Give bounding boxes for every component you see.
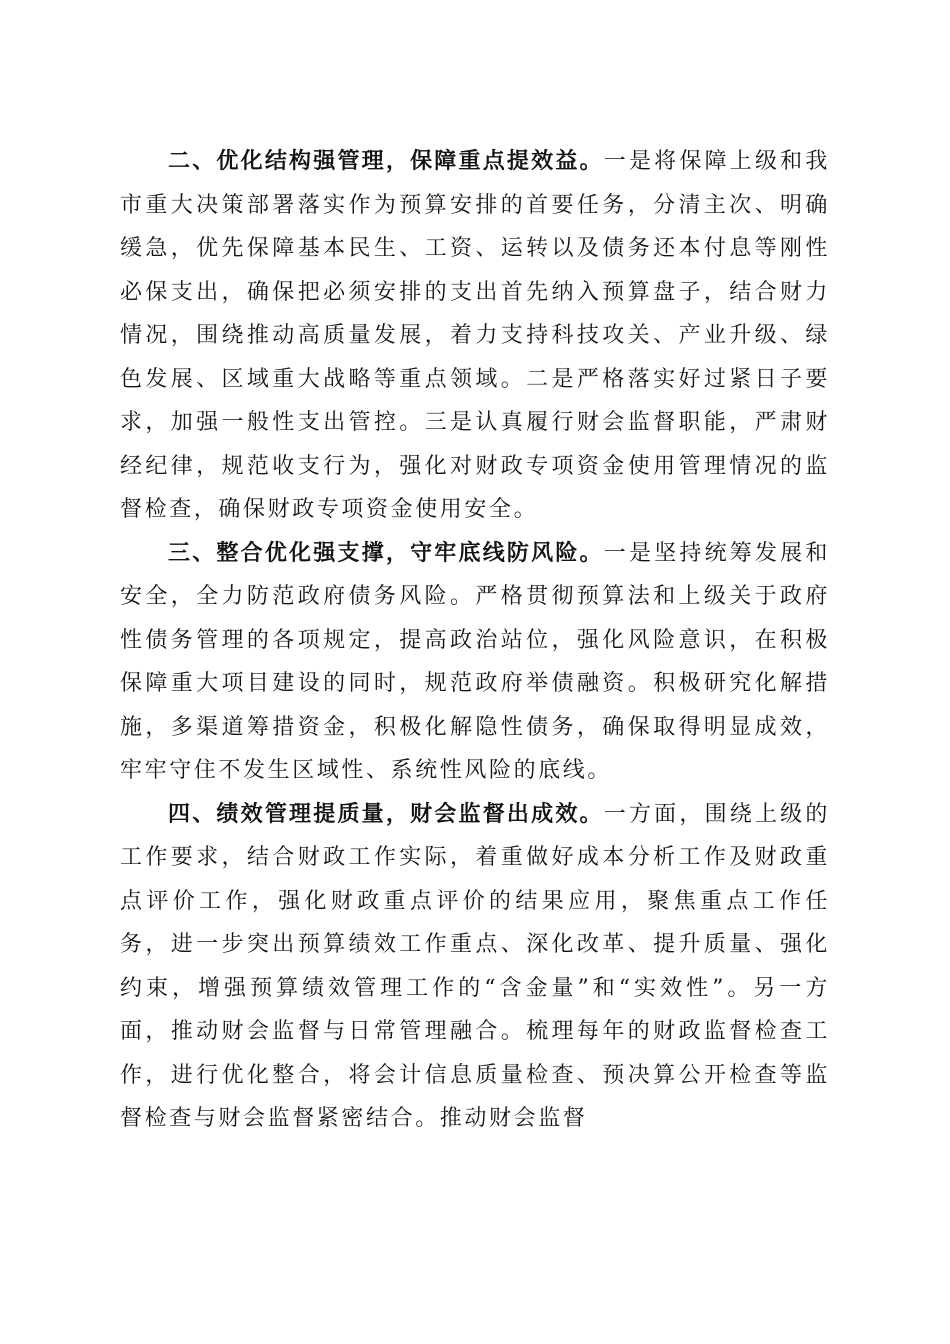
paragraph-optimize-structure	[120, 140, 830, 532]
paragraph-heading: 四、绩效管理提质量，财会监督出成效。	[168, 801, 604, 827]
paragraph-text: 一是坚持统筹发展和安全，全力防范政府债务风险。严格贯彻预算法和上级关于政府性债务管理的各项规定，提高政治站位，强化风险意识，在积极保障重大项目建设的同时，规范政府举债融资。积极研究化解措施，多渠道筹措资金，积极化解隐性债务，确保取得明显成效，牢牢守住不发生区域性、系统性风险的底线。	[120, 540, 830, 783]
paragraph-risk-prevention	[120, 532, 830, 793]
paragraph-performance-management	[120, 793, 830, 1141]
paragraph-heading: 三、整合优化强支撑，守牢底线防风险。	[168, 540, 604, 566]
paragraph-text: 一是将保障上级和我市重大决策部署落实作为预算安排的首要任务，分清主次、明确缓急，优先保障基本民生、工资、运转以及债务还本付息等刚性必保支出，确保把必须安排的支出首先纳入预算盘子，结合财力情况，围绕推动高质量发展，着力支持科技攻关、产业升级、绿色发展、区域重大战略等重点领域。二是严格落实好过紧日子要求，加强一般性支出管控。三是认真履行财会监督职能，严肃财经纪律，规范收支行为，强化对财政专项资金使用管理情况的监督检查，确保财政专项资金使用安全。	[120, 149, 830, 522]
document-body	[120, 140, 830, 1141]
paragraph-text: 一方面，围绕上级的工作要求，结合财政工作实际，着重做好成本分析工作及财政重点评价工作，强化财政重点评价的结果应用，聚焦重点工作任务，进一步突出预算绩效工作重点、深化改革、提升质量、强化约束，增强预算绩效管理工作的“含金量”和“实效性”。另一方面，推动财会监督与日常管理融合。梳理每年的财政监督检查工作，进行优化整合，将会计信息质量检查、预决算公开检查等监督检查与财会监督紧密结合。推动财会监督	[120, 801, 830, 1131]
paragraph-heading: 二、优化结构强管理，保障重点提效益。	[168, 149, 604, 174]
